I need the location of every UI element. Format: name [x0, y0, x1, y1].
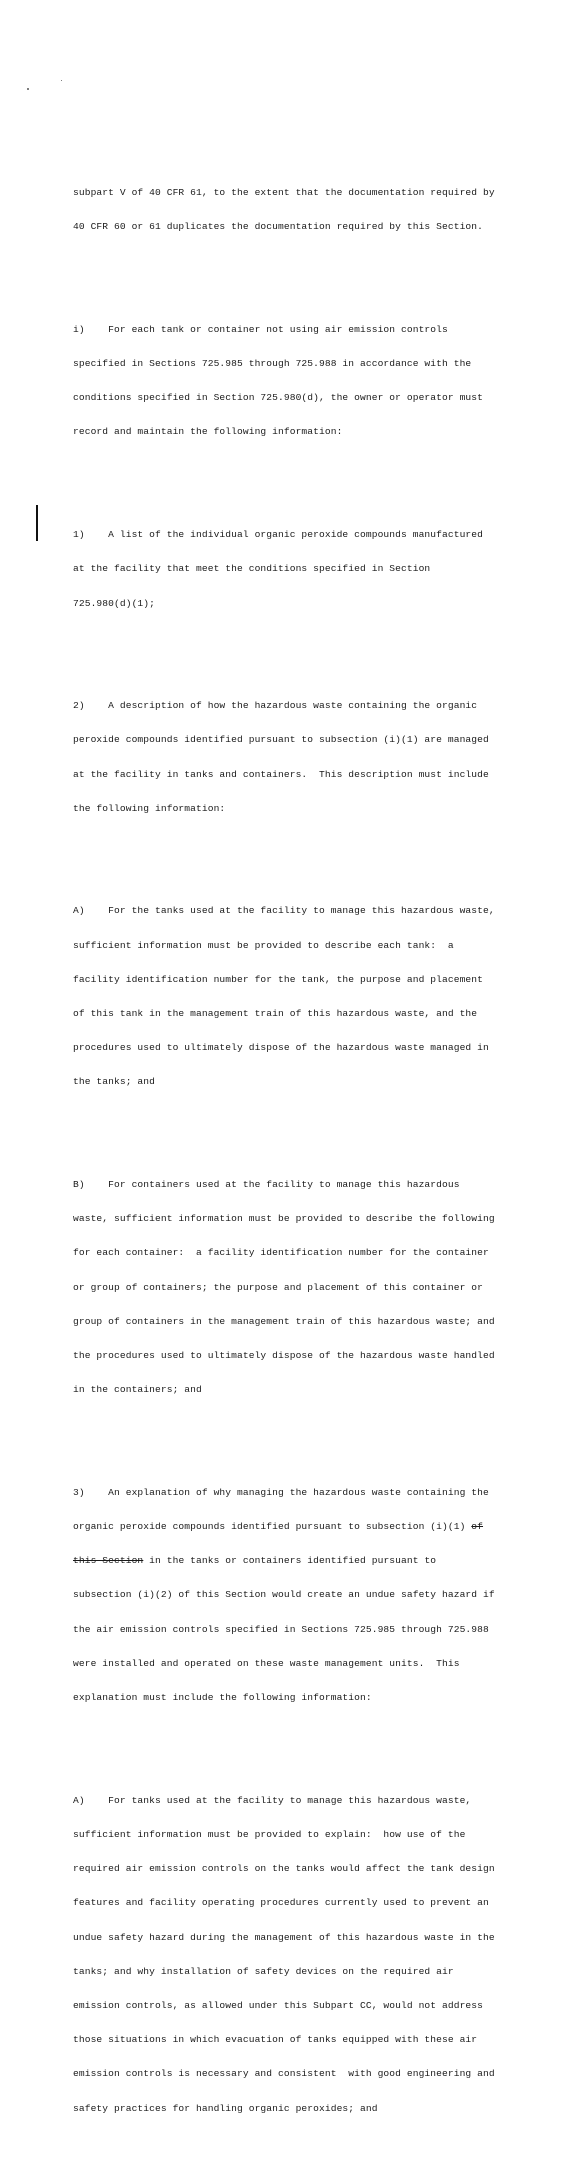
text-line: group of containers in the management train of this hazardous waste; and	[73, 1315, 495, 1327]
text-line-with-strike	[73, 1555, 543, 1566]
text-line: waste, sufficient information must be provided to describe the following	[73, 1213, 495, 1225]
text-line: at the facility in tanks and containers. This description must include	[73, 768, 489, 780]
text-line: peroxide compounds identified pursuant to subsection (i)(1) are managed	[73, 734, 489, 746]
text-line: at the facility that meet the conditions specified in Section	[73, 563, 431, 575]
paragraph-3	[73, 1464, 543, 1726]
paragraph-A-tanks	[73, 883, 543, 1111]
text-line: explanation must include the following information:	[73, 1692, 372, 1704]
paragraph-continuation	[73, 164, 543, 255]
text-line: emission controls, as allowed under this Subpart CC, would not address	[73, 1999, 484, 2011]
text-line: in the containers; and	[73, 1384, 202, 1396]
text-line: sufficient information must be provided to describe each tank: a	[73, 939, 454, 951]
text-line: the tanks; and	[73, 1076, 156, 1088]
text-line: were installed and operated on these waste management units. This	[73, 1657, 460, 1669]
text-line: features and facility operating procedures currently used to prevent an	[73, 1897, 489, 1909]
text-line: A) For tanks used at the facility to manage this hazardous waste,	[73, 1794, 472, 1806]
text-line: specified in Sections 725.985 through 725.988 in accordance with the	[73, 358, 472, 370]
text-line: facility identification number for the tank, the purpose and placement	[73, 973, 484, 985]
text-line: i) For each tank or container not using air emission controls	[73, 323, 448, 335]
text-line: the air emission controls specified in Sections 725.985 through 725.988	[73, 1623, 489, 1635]
text-fragment: in the tanks or containers identified pursuant to	[143, 1555, 437, 1567]
text-line: B) For containers used at the facility to manage this hazardous	[73, 1179, 460, 1190]
text-line: required air emission controls on the tanks would affect the tank design	[73, 1863, 495, 1875]
text-line-with-strike	[73, 1521, 543, 1532]
text-line: A) For the tanks used at the facility to manage this hazardous waste,	[73, 905, 495, 917]
text-line: safety practices for handling organic peroxides; and	[73, 2102, 378, 2114]
text-line: conditions specified in Section 725.980(d), the owner or operator must	[73, 392, 484, 404]
scan-speck	[27, 88, 29, 90]
paragraph-1	[73, 506, 543, 631]
text-line: or group of containers; the purpose and placement of this container or	[73, 1281, 484, 1293]
struck-text: of	[471, 1521, 484, 1533]
struck-text: this Section	[73, 1555, 144, 1567]
text-fragment: organic peroxide compounds identified pursuant to subsection (i)(1)	[73, 1521, 472, 1533]
text-line: record and maintain the following information:	[73, 426, 343, 438]
text-line: 1) A list of the individual organic peroxide compounds manufactured	[73, 529, 484, 541]
text-line: undue safety hazard during the management of this hazardous waste in the	[73, 1931, 495, 1943]
text-line: procedures used to ultimately dispose of the hazardous waste managed in	[73, 1042, 489, 1054]
text-line: the procedures used to ultimately dispose of the hazardous waste handled	[73, 1350, 495, 1362]
text-line: subsection (i)(2) of this Section would create an undue safety hazard if	[73, 1589, 495, 1601]
text-line: sufficient information must be provided to explain: how use of the	[73, 1828, 466, 1840]
revision-margin-bar	[36, 505, 38, 541]
text-line: of this tank in the management train of this hazardous waste, and the	[73, 1007, 478, 1019]
scan-speck	[61, 80, 62, 81]
text-line: 3) An explanation of why managing the hazardous waste containing the	[73, 1486, 489, 1498]
text-line: 725.980(d)(1);	[73, 597, 156, 609]
text-line: the following information:	[73, 802, 226, 814]
paragraph-2	[73, 677, 543, 837]
text-line: tanks; and why installation of safety devices on the required air	[73, 1965, 454, 1977]
text-line: subpart V of 40 CFR 61, to the extent that the documentation required by	[73, 187, 495, 199]
text-line: those situations in which evacuation of tanks equipped with these air	[73, 2034, 478, 2046]
paragraph-B-containers	[73, 1156, 543, 1418]
text-line: 40 CFR 60 or 61 duplicates the documentation required by this Section.	[73, 221, 484, 233]
text-line: emission controls is necessary and consistent with good engineering and	[73, 2068, 495, 2080]
paragraph-A-tanks-safety	[73, 1772, 543, 2137]
text-line: for each container: a facility identification number for the container	[73, 1247, 489, 1259]
document-body	[73, 130, 543, 2182]
paragraph-i	[73, 301, 543, 461]
text-line: 2) A description of how the hazardous waste containing the organic	[73, 700, 478, 712]
